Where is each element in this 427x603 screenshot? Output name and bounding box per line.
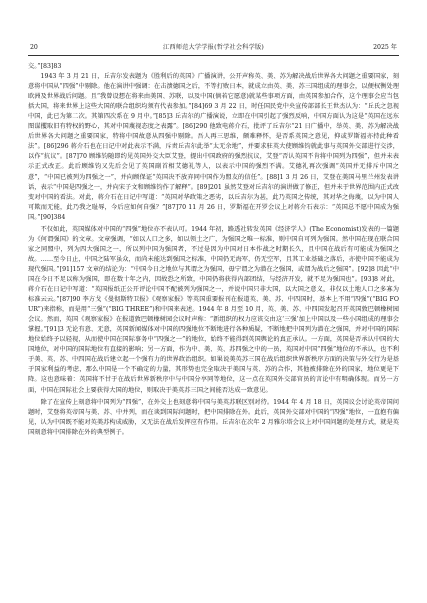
- page-number: 20: [30, 44, 38, 51]
- year-label: 2025 年: [373, 44, 397, 51]
- running-header: [28, 41, 399, 56]
- paragraph-2: 1943 年 3 月 21 日，丘吉尔发表题为《胜利后的英国》广播演讲，公开声称英、美、苏为解决战后世界各大问题之重要国家，刻意将中国从“四强”中剔除。他在演讲中强调：在击溃德国之后，不等打败日本，就成立由英、美、苏三国组成的理事会，以便权衡处理欧洲及世界战后问题。且“我曾设想在将来由美国、苏联，以及中国(倘若它愿意)就某些事项方面，由英国参加合作，这个理事会应当包括大国，将来世界上这些大国的联合组织均须有代表参加。”[84]69 3 月 22 日，时任国民党中央宣传部部长王世杰认为：“丘氏之忽视中国，此已为第二次。其第四次系在 9 月中。”[85]3 丘吉尔的广播演说，立即在中国引起了强烈反响，中国方面认为这是“英国在远东图谋攫取旧有特权的野心，其对中国蔑视态度之表露”。[86]290 他致电蒋介石，批评了丘吉尔“21 日广播中，举英、美、苏为解决战后世界各大问题之重要国家，特将中国故意从四强中剔除。吾人再三思维，颇难释怀，是否系英国之意见，抑或罗斯福亦持此种看法”。[86]296 蒋介石也在日记中对此表示不满，斥责丘吉尔此举“太无余地”，并要求驻英大使顾维钧就此事与英国外交部进行交涉，以作“抗议”。[87]70 顾维钧随即约见英国外交大臣艾登，提出中国政府的强烈抗议，艾登“否认英国不肯将中国列为四强”，但并未表示正式改正。此后顾维钧又先后会见了英国副首相艾德礼等人，以表示中国的强烈不满。艾德礼再次强调“英国并无排斥中国之意”，“中国已被列为四强之一”，并向顾保证“英国决不放弃同中国作为盟友的信任”。[88]1 3 月 26 日，艾登在美国马里兰州发表讲话，表示“中国是四强之一，并向宋子文和顾维钧作了解释”。[89]201 虽然艾登对丘吉尔的演讲做了修正，但并未于世界范围内正式改变对中国的看法。对此，蒋介石在日记中写道：“英国对华政策之恶劣，以丘吉尔为甚，此乃英国之传统，其对华之侮蔑，以为中国人可欺而无能，此乃我之耻辱，今后应如何自强？”[87]70 11 月 26 日，罗斯福在开罗会议上对蒋介石表示：“英国总不愿中国成为强国。”[90]384: [28, 73, 399, 221]
- article-body: [28, 62, 399, 438]
- paragraph-3: 不仅如此，英国媒体对中国的“四强”地位亦不表认可。1944 年初，路透社转发英国《经济学人》(The Economist)发表的一篇题为《何谓强国》的文章。文章强调，“如以人口之多，如以领土之广，为强国之唯一标准，则中国自可列为强国。然中国在现在联合国家之同盟中，列为四大强国之一，所以列中国为强国者，不过是因为中国对日本作战之时期长久，且中国在战后有可能成为强国之故。……至今日止，中国之陆军虽众，而尚未能达到强国之标准，中国仍无海军，仍无空军，且其工业基础之落后，亦使中国不能成为现代强国。”[91]157 文章的结论为：“中国今日之地位与其谓之为强国，毋宁谓之为潜在之强国，或谓为战后之强国”。[92]8 因此“中国在今日不足以称为强国，即在数十年之内，因故恐之所致，中国仍将获得内部团结，与经济开发，就不足为强国也”。[93]8 对此，蒋介石在日记中写道：“英国报纸正公开评论中国不配被列为强国之一，并说中国只非大国，以大国之意义，非仅以土地人口之多寡为标准云云。”[87]90 李方戈《曼彻斯特卫报》《观察家报》等英国重要报刊在报道英、美、苏、中四国时，基本上不用“四强”(“BIG FOUR”)来指称，而是用“三强”(“BIG THREE”)和中国来表述。1944 年 8 月至 10 月，英、美、苏、中四国发起召开英国敦巴顿橡树园会议。然而，英国《观察家报》在报道敦巴顿橡树园会议时声称：“新组织的权力应该交由这‘三强’加上中国以及一些小国组成的理事会掌握。”[91]3 无论有意、无意，英国新闻媒体对中国的四强地位不断地进行各种质疑，不断地把中国列为潜在之强国，并对中国的国际地位始终予以轻视，从而使中国在国际事务中“四强之一”的地位，始终不能得到英国舆论的真正承认。一方面，英国是否承认中国的大国地位，对中国的国际地位有直接的影响；另一方面，作为中、美、英、苏四强之中的一员，英国对中国“四强”地位的不承认，也不利于美、英、苏、中四国在战后建立起一个强有力的世界政治组织。如果说美英苏三国在战后组织世界新秩序方面的决策与外交行为是基于国家利益的考虑，那么中国是一个不确定的力量，其形势也完全取决于美国与英、苏的合作，其他被排除在外的国家，地位更是下降。这也意味着：英国将不甘于在战后世界新秩序中与中国分享同等地位，这一点在英国外交部官员的言论中有明确体现。而另一方面，中国在国际社会上要获得大国的地位，则取决于美英苏三国之间能否达成一致意见。: [28, 225, 399, 394]
- paragraph-1: 交。”[83]83: [28, 63, 62, 70]
- paragraph-4: 除了在宣传上刻意将中国列为“四强”，在外交上也刻意将中国与美英苏联区别对待。1944 年 4 月 18 日，英国议会讨论英帝国问题时，艾登将英帝国与美、苏、中并列，而在谈到国际问题时，把中国排除在外。此后，英国外交部对中国的“四强”地位，一直抱有偏见，认为中国既不能对英美苏构成威胁，又无法在战后发挥应有作用。丘吉尔在次年 2 月雅尔塔会议上对中国问题的处理方式，就是英国刻意将中国排除在外的典型例子。: [28, 398, 399, 436]
- journal-title: 江西师范大学学报(哲学社会科学版): [162, 44, 265, 51]
